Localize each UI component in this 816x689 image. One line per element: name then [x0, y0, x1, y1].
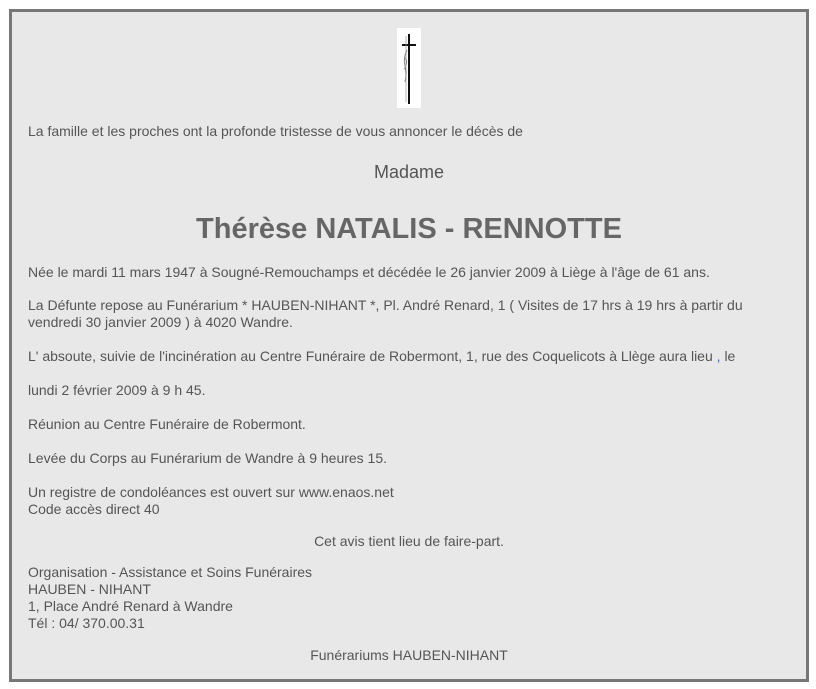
- organisation-line-2: HAUBEN - NIHANT: [28, 581, 151, 597]
- faire-part-notice: Cet avis tient lieu de faire-part.: [314, 533, 504, 549]
- salutation: Madame: [373, 162, 445, 182]
- cross-emblem: [397, 28, 421, 108]
- rest-line-2: vendredi 30 janvier 2009 ) à 4020 Wandre.: [28, 314, 293, 330]
- registry-line-1: Un registre de condoléances est ouvert sur www.enaos.net: [28, 484, 394, 500]
- absoute-text: [28, 348, 735, 365]
- cross-icon: [397, 28, 421, 108]
- organisation-line-3: 1, Place André Renard à Wandre: [28, 598, 233, 614]
- footer-signature: Funérariums HAUBEN-NIHANT: [310, 647, 508, 663]
- registry-line-2: Code accès direct 40: [28, 501, 160, 517]
- organisation-phone: Tél : 04/ 370.00.31: [28, 615, 145, 631]
- intro-text: La famille et les proches ont la profonde tristesse de vous annoncer le décès de: [28, 123, 523, 139]
- absoute-main: L' absoute, suivie de l'incinération au Centre Funéraire de Robermont, 1, rue des Coquelicots à Llège aura lieu: [28, 348, 713, 364]
- absoute-comma: ,: [716, 348, 721, 364]
- organisation-line-1: Organisation - Assistance et Soins Funéraires: [28, 564, 313, 580]
- reunion-text: Réunion au Centre Funéraire de Robermont.: [28, 416, 306, 432]
- deceased-name: Thérèse NATALIS - RENNOTTE: [196, 213, 622, 245]
- obituary-card: [9, 9, 809, 682]
- rest-line-1: La Défunte repose au Funérarium * HAUBEN-NIHANT *, Pl. André Renard, 1 ( Visites de 17 hrs à 19 hrs à partir du: [28, 297, 743, 313]
- ceremony-date: lundi 2 février 2009 à 9 h 45.: [28, 382, 206, 398]
- absoute-tail: le: [724, 348, 736, 364]
- levee-text: Levée du Corps au Funérarium de Wandre à 9 heures 15.: [28, 450, 388, 466]
- birth-death-text: Née le mardi 11 mars 1947 à Sougné-Remouchamps et décédée le 26 janvier 2009 à Liège à l'âge de 61 ans.: [28, 264, 710, 280]
